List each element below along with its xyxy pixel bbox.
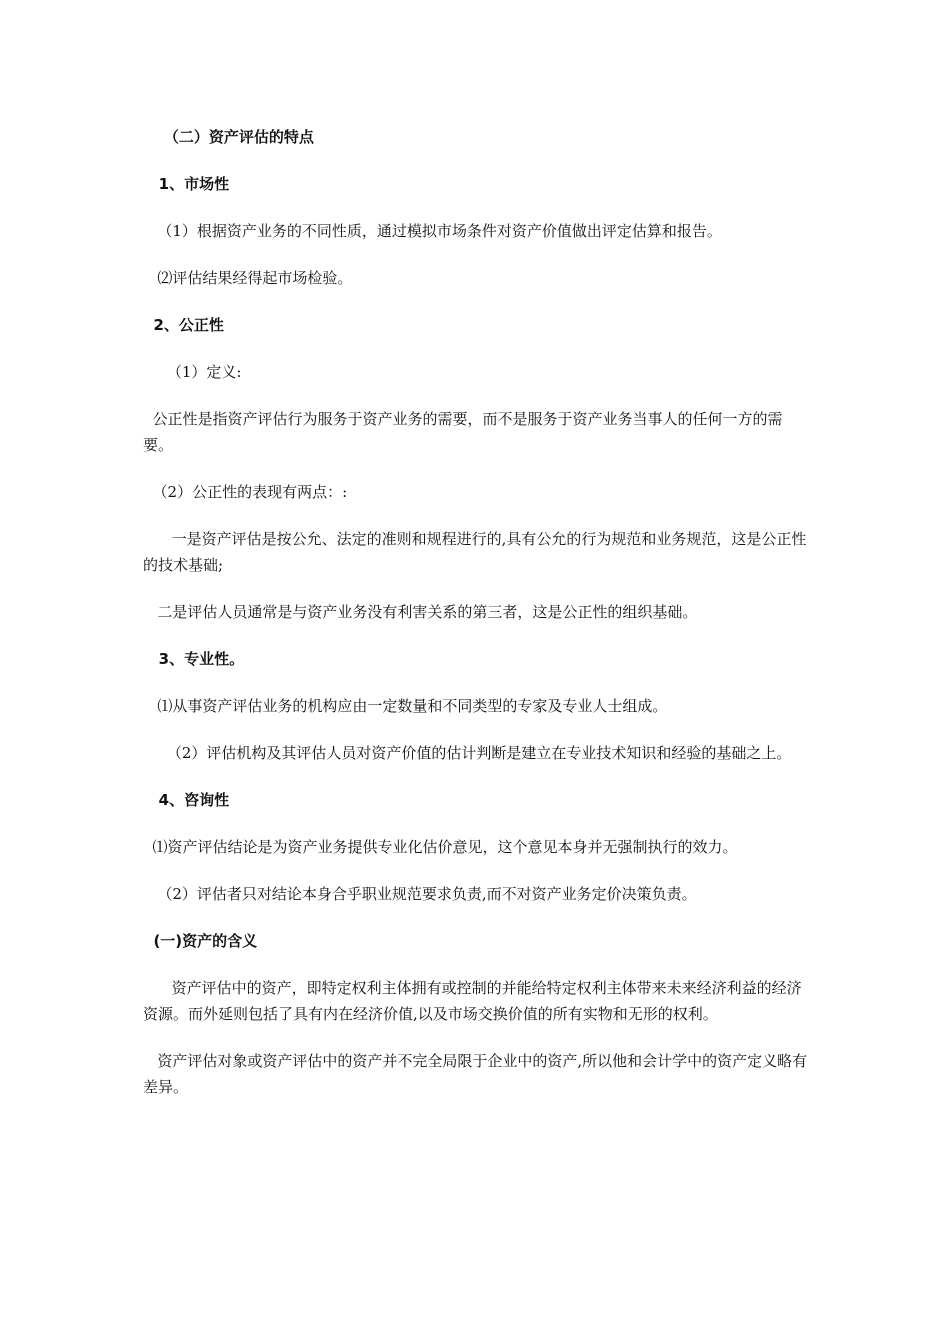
- subheading-advisory: 4、咨询性: [143, 791, 230, 809]
- paragraph-advisory-1: ⑴资产评估结论是为资产业务提供专业化估价意见，这个意见本身并无强制执行的效力。: [143, 838, 738, 856]
- paragraph-professional-2: （2）评估机构及其评估人员对资产价值的估计判断是建立在专业技术知识和经验的基础之上。: [143, 744, 792, 762]
- paragraph-asset-meaning-2: 资产评估对象或资产评估中的资产并不完全局限于企业中的资产,所以他和会计学中的资产定义略有差异。: [143, 1052, 808, 1096]
- paragraph-fairness-aspect-1: 一是资产评估是按公允、法定的准则和规程进行的,具有公允的行为规范和业务规范，这是公正性的技术基础;: [143, 530, 807, 574]
- paragraph-fairness-aspects-label: （2）公正性的表现有两点：:: [143, 483, 348, 501]
- subheading-professional: 3、专业性。: [143, 650, 245, 668]
- paragraph-professional-1: ⑴从事资产评估业务的机构应由一定数量和不同类型的专家及专业人士组成。: [143, 697, 668, 715]
- document-body: [143, 124, 808, 1100]
- paragraph-asset-meaning-1: 资产评估中的资产，即特定权利主体拥有或控制的并能给特定权利主体带来未来经济利益的经济资源。而外延则包括了具有内在经济价值,以及市场交换价值的所有实物和无形的权利。: [143, 979, 802, 1023]
- paragraph-fairness-definition: 公正性是指资产评估行为服务于资产业务的需要，而不是服务于资产业务当事人的任何一方的需要。: [143, 410, 783, 454]
- section-heading-features: （二）资产评估的特点: [143, 128, 314, 146]
- paragraph-fairness-aspect-2: 二是评估人员通常是与资产业务没有利害关系的第三者，这是公正性的组织基础。: [143, 603, 698, 621]
- section-heading-asset-meaning: (一)资产的含义: [143, 932, 258, 950]
- paragraph-market-2: ⑵评估结果经得起市场检验。: [143, 269, 353, 287]
- paragraph-fairness-definition-label: （1）定义:: [143, 363, 242, 381]
- subheading-fairness: 2、公正性: [143, 316, 224, 334]
- subheading-market: 1、市场性: [143, 175, 230, 193]
- paragraph-market-1: （1）根据资产业务的不同性质，通过模拟市场条件对资产价值做出评定估算和报告。: [143, 222, 722, 240]
- paragraph-advisory-2: （2）评估者只对结论本身合乎职业规范要求负责,而不对资产业务定价决策负责。: [143, 885, 697, 903]
